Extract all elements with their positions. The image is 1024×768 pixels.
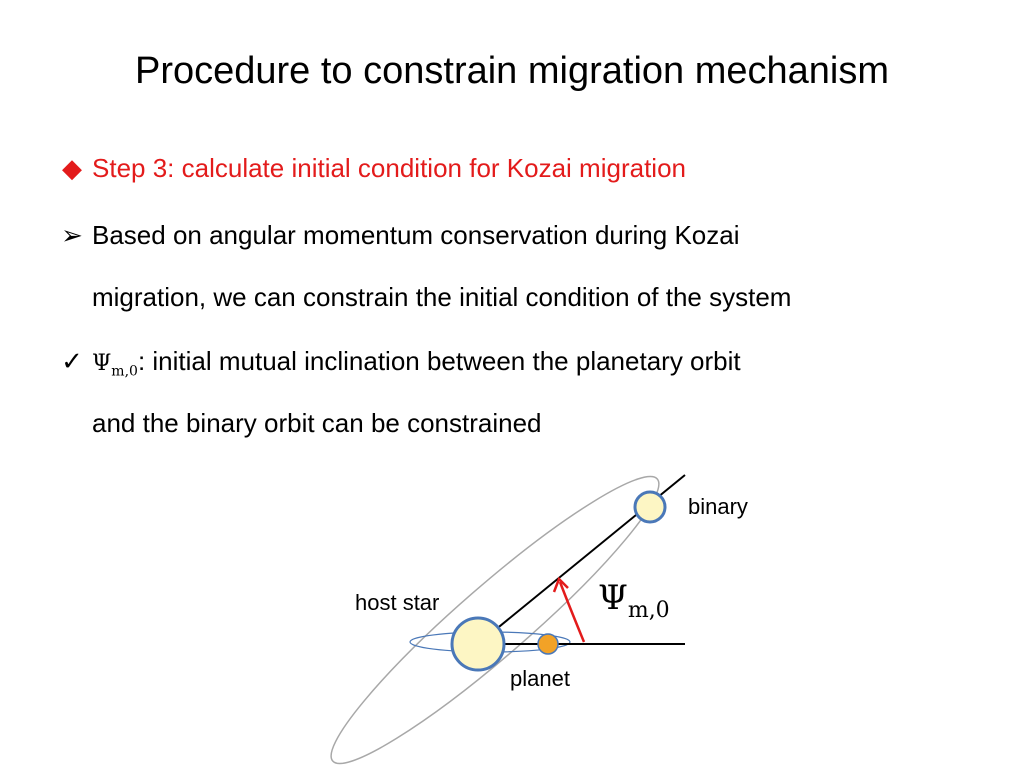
bullet-text-line-1: Based on angular momentum conservation during Kozai bbox=[92, 220, 740, 250]
psi-angle-label: $\Psi_{m,0}$ bbox=[598, 578, 670, 623]
binary-companion bbox=[635, 492, 665, 522]
planet-label: planet bbox=[510, 666, 570, 691]
diamond-bullet-icon: ◆ bbox=[62, 153, 82, 183]
psi-symbol: $\Psi_{m,0}$ bbox=[92, 351, 138, 380]
arrow-bullet-icon: ➢ bbox=[61, 220, 83, 250]
host-star-label: host star bbox=[355, 590, 440, 615]
planet bbox=[538, 634, 558, 654]
host-star bbox=[452, 618, 504, 670]
checkmark-bullet-icon: ✓ bbox=[61, 346, 83, 376]
binary-label: binary bbox=[688, 494, 748, 519]
bullet-text-line-1: $\Psi_{m,0}$: initial mutual inclination between the planetary orbit bbox=[92, 346, 741, 380]
bullet-text-line-2: migration, we can constrain the initial condition of the system bbox=[92, 282, 792, 312]
inclination-angle-arc bbox=[560, 582, 584, 642]
bullet-text: Step 3: calculate initial condition for Kozai migration bbox=[92, 153, 686, 183]
bullet-text-line-2: and the binary orbit can be constrained bbox=[92, 408, 542, 438]
slide-title: Procedure to constrain migration mechanism bbox=[134, 50, 889, 92]
